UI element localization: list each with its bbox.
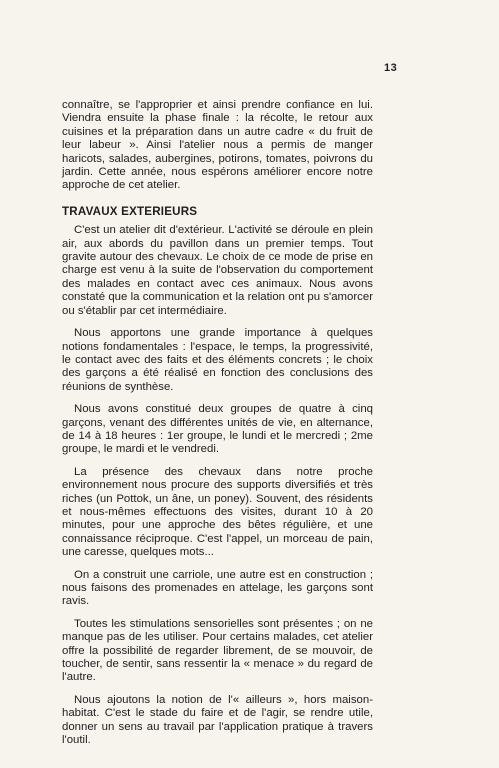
- paragraph: Nous ajoutons la notion de l'« ailleurs », hors maison-habitat. C'est le stade du faire et de l'agir, se rendre utile, donner un sens au travail par l'application pratique à travers l'outil.: [62, 693, 373, 747]
- page-number: 13: [384, 62, 398, 74]
- section-title: TRAVAUX EXTERIEURS: [62, 204, 198, 218]
- document-body: [62, 99, 373, 756]
- paragraph: La présence des chevaux dans notre proche environnement nous procure des supports diversifiés et très riches (un Pottok, un âne, un poney). Souvent, des résidents et nous-mêmes effectuons des visites, durant 10 à 20 minutes, pour une approche des bêtes régulière, et une connaissance réciproque. C'est l'appel, un morceau de pain, une caresse, quelques mots...: [62, 465, 373, 559]
- paragraph: On a construit une carriole, une autre est en construction ; nous faisons des promenades en attelage, les garçons sont ravis.: [62, 568, 373, 608]
- paragraph: Nous apportons une grande importance à quelques notions fondamentales : l'espace, le temps, la progressivité, le contact avec des faits et des éléments concrets ; le choix des garçons a été réalisé en fonction des conclusions des réunions de synthèse.: [62, 327, 373, 393]
- paragraph: Toutes les stimulations sensorielles sont présentes ; on ne manque pas de les utiliser. Pour certains malades, cet atelier offre la possibilité de regarder librement, de se mouvoir, de toucher, de sentir, sans ressentir la « menace » du regard de l'autre.: [62, 617, 373, 684]
- paragraph: Nous avons constitué deux groupes de quatre à cinq garçons, venant des différentes unités de vie, en alternance, de 14 à 18 heures : 1er groupe, le lundi et le mercredi ; 2me groupe, le mardi et le vendredi.: [62, 403, 373, 456]
- paragraph: C'est un atelier dit d'extérieur. L'activité se déroule en plein air, aux abords du pavillon dans un premier temps. Tout gravite autour des chevaux. Le choix de ce mode de prise en charge est venu à la suite de l'observation du comportement des malades en contact avec ces animaux. Nous avons constaté que la communication et la relation ont pu s'amorcer ou s'établir par cet intermédiaire.: [62, 224, 373, 317]
- paragraph-intro: connaître, se l'approprier et ainsi prendre confiance en lui. Viendra ensuite la phase finale : la récolte, le retour aux cuisines et la préparation dans un autre cadre « du fruit de leur labeur ». Ainsi l'atelier nous a permis de manger haricots, salades, aubergines, potirons, tomates, poivrons du jardin. Cette année, nous espérons améliorer encore notre approche de cet atelier.: [62, 99, 373, 192]
